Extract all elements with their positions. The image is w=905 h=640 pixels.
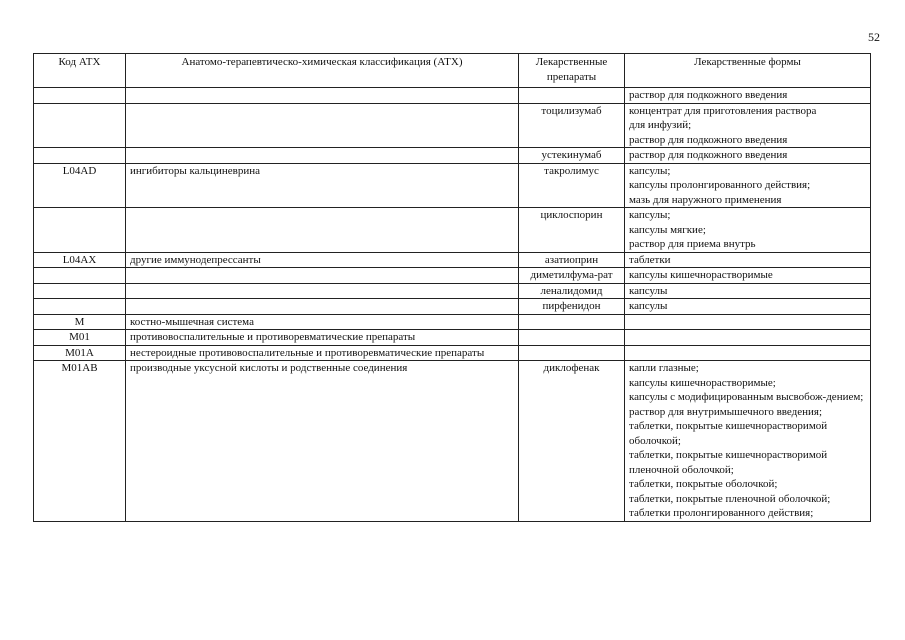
drug-cell: диметилфума-рат — [519, 268, 625, 284]
dosage-form-line: раствор для подкожного введения — [629, 149, 788, 161]
dosage-form-line: раствор для подкожного введения — [629, 89, 788, 101]
forms-cell — [625, 330, 871, 346]
table-header-row — [34, 54, 871, 88]
dosage-form-line: раствор для подкожного введения — [629, 133, 788, 146]
table-row — [34, 314, 871, 330]
atx-table — [33, 53, 871, 522]
table-row — [34, 345, 871, 361]
classification-cell: костно-мышечная система — [126, 314, 519, 330]
drug-cell — [519, 314, 625, 330]
drug-cell — [519, 88, 625, 104]
classification-cell: противовоспалительные и противоревматические препараты — [126, 330, 519, 346]
forms-cell — [625, 103, 871, 148]
forms-cell — [625, 361, 871, 522]
classification-cell: другие иммунодепрессанты — [126, 252, 519, 268]
drug-cell: тоцилизумаб — [519, 103, 625, 148]
forms-cell — [625, 208, 871, 253]
drug-cell: леналидомид — [519, 283, 625, 299]
forms-cell — [625, 148, 871, 164]
classification-cell: производные уксусной кислоты и родственные соединения — [126, 361, 519, 522]
drug-cell: азатиоприн — [519, 252, 625, 268]
classification-cell — [126, 103, 519, 148]
drug-cell — [519, 330, 625, 346]
dosage-form-line: капсулы с модифицированным высвобож-дением; — [629, 391, 864, 403]
dosage-form-line: капсулы — [629, 300, 668, 312]
dosage-form-line: капсулы; — [629, 164, 671, 177]
classification-cell — [126, 208, 519, 253]
forms-cell — [625, 268, 871, 284]
dosage-form-line: таблетки, покрытые оболочкой; — [629, 478, 778, 490]
table-row — [34, 283, 871, 299]
forms-cell — [625, 283, 871, 299]
classification-cell — [126, 148, 519, 164]
atx-code-cell — [34, 88, 126, 104]
forms-cell — [625, 163, 871, 208]
classification-cell — [126, 88, 519, 104]
drug-cell: такролимус — [519, 163, 625, 208]
dosage-form-line: таблетки — [629, 253, 671, 266]
table-row — [34, 252, 871, 268]
header-forms: Лекарственные формы — [625, 54, 871, 88]
atx-code-cell: M01AB — [34, 361, 126, 522]
table-row — [34, 330, 871, 346]
table-row — [34, 88, 871, 104]
dosage-form-line: мазь для наружного применения — [629, 193, 782, 206]
forms-cell — [625, 88, 871, 104]
drug-cell: диклофенак — [519, 361, 625, 522]
classification-cell: ингибиторы кальциневрина — [126, 163, 519, 208]
dosage-form-line: капсулы кишечнорастворимые; — [629, 376, 776, 389]
atx-code-cell — [34, 299, 126, 315]
dosage-form-line: капсулы кишечнорастворимые — [629, 269, 773, 281]
header-code: Код АТХ — [34, 54, 126, 88]
classification-cell: нестероидные противовоспалительные и противоревматические препараты — [126, 345, 519, 361]
table-row — [34, 268, 871, 284]
dosage-form-line: таблетки, покрытые кишечнорастворимой пленочной оболочкой; — [629, 449, 828, 476]
forms-cell — [625, 252, 871, 268]
forms-cell — [625, 345, 871, 361]
classification-cell — [126, 299, 519, 315]
drug-cell — [519, 345, 625, 361]
atx-code-cell — [34, 283, 126, 299]
atx-code-cell: M01 — [34, 330, 126, 346]
dosage-form-line: таблетки пролонгированного действия; — [629, 507, 814, 519]
table-row — [34, 148, 871, 164]
forms-cell — [625, 299, 871, 315]
table-row — [34, 163, 871, 208]
dosage-form-line: капсулы — [629, 284, 668, 297]
table-row — [34, 299, 871, 315]
dosage-form-line: капсулы; — [629, 209, 671, 221]
atx-code-cell — [34, 208, 126, 253]
atx-code-cell — [34, 148, 126, 164]
atx-code-cell: M — [34, 314, 126, 330]
table-row — [34, 103, 871, 148]
table-row — [34, 361, 871, 522]
classification-cell — [126, 268, 519, 284]
dosage-form-line: капсулы мягкие; — [629, 223, 706, 236]
dosage-form-line: таблетки, покрытые кишечнорастворимой оболочкой; — [629, 420, 828, 447]
dosage-form-line: концентрат для приготовления раствора — [629, 104, 817, 117]
drug-cell: пирфенидон — [519, 299, 625, 315]
dosage-form-line: раствор для внутримышечного введения; — [629, 405, 823, 418]
classification-cell — [126, 283, 519, 299]
page-number: 52 — [868, 30, 880, 44]
dosage-form-line: капли глазные; — [629, 362, 699, 374]
atx-code-cell: L04AD — [34, 163, 126, 208]
atx-code-cell: L04AX — [34, 252, 126, 268]
forms-cell — [625, 314, 871, 330]
drug-cell: устекинумаб — [519, 148, 625, 164]
dosage-form-line: раствор для приема внутрь — [629, 238, 756, 250]
table-row — [34, 208, 871, 253]
dosage-form-line: капсулы пролонгированного действия; — [629, 179, 811, 191]
header-classification: Анатомо-терапевтическо-химическая классификация (АТХ) — [126, 54, 519, 88]
atx-code-cell — [34, 103, 126, 148]
dosage-form-line: таблетки, покрытые пленочной оболочкой; — [629, 492, 831, 505]
dosage-form-line: для инфузий; — [629, 119, 692, 131]
atx-code-cell — [34, 268, 126, 284]
header-drugs: Лекарственные препараты — [519, 54, 625, 88]
drug-cell: циклоспорин — [519, 208, 625, 253]
atx-code-cell: M01A — [34, 345, 126, 361]
